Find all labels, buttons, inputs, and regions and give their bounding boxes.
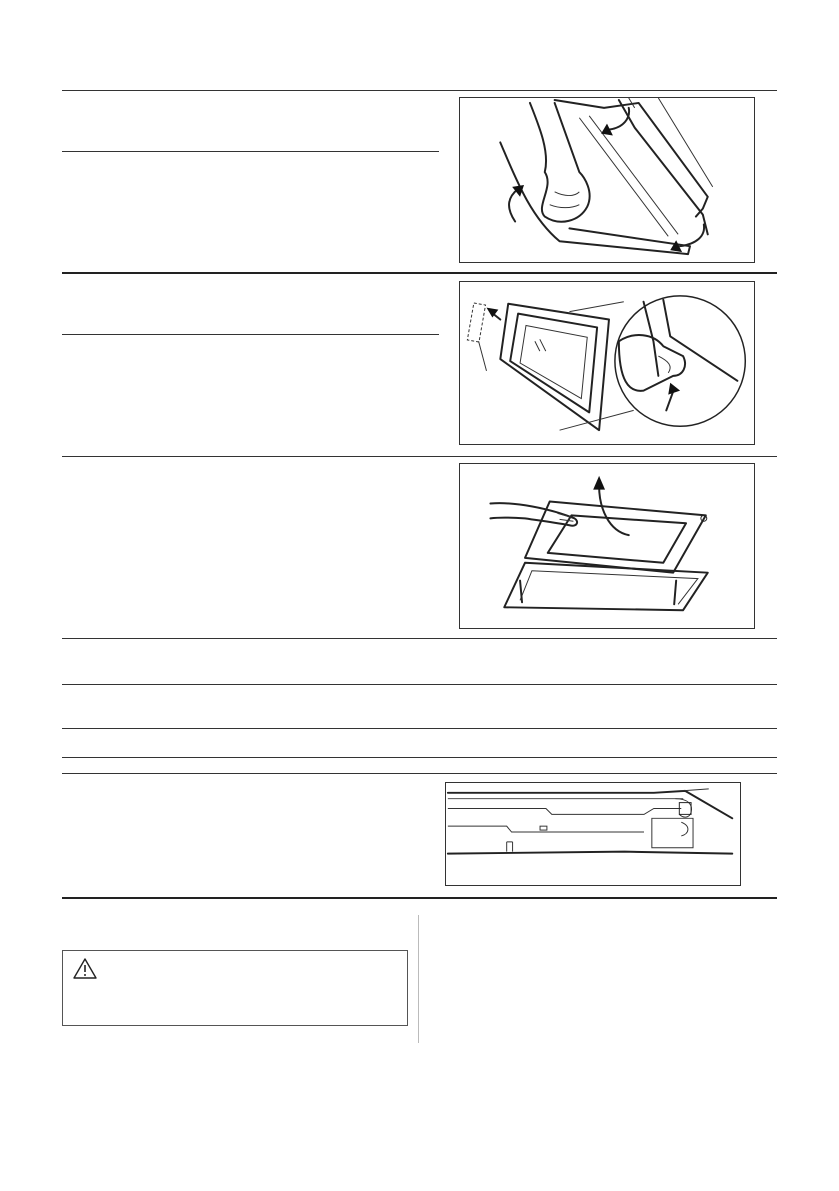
door-trim-figure [445, 782, 741, 886]
section-divider-5 [62, 684, 777, 685]
glass-panel-figure [459, 463, 755, 629]
door-clip-figure [459, 281, 755, 445]
section-divider-9 [62, 897, 777, 899]
section-divider-3 [62, 456, 777, 457]
section-divider-2b [62, 334, 439, 335]
section-divider-6 [62, 728, 777, 729]
door-removal-figure [459, 97, 755, 263]
section-divider-4 [62, 638, 777, 639]
section-divider-8 [62, 773, 777, 774]
section-divider-2 [62, 272, 777, 274]
section-divider-1 [62, 90, 777, 91]
column-separator [418, 915, 419, 1043]
warning-triangle-icon [72, 957, 98, 981]
section-divider-7 [62, 757, 777, 758]
warning-box [62, 950, 408, 1026]
section-divider-1b [62, 151, 439, 152]
